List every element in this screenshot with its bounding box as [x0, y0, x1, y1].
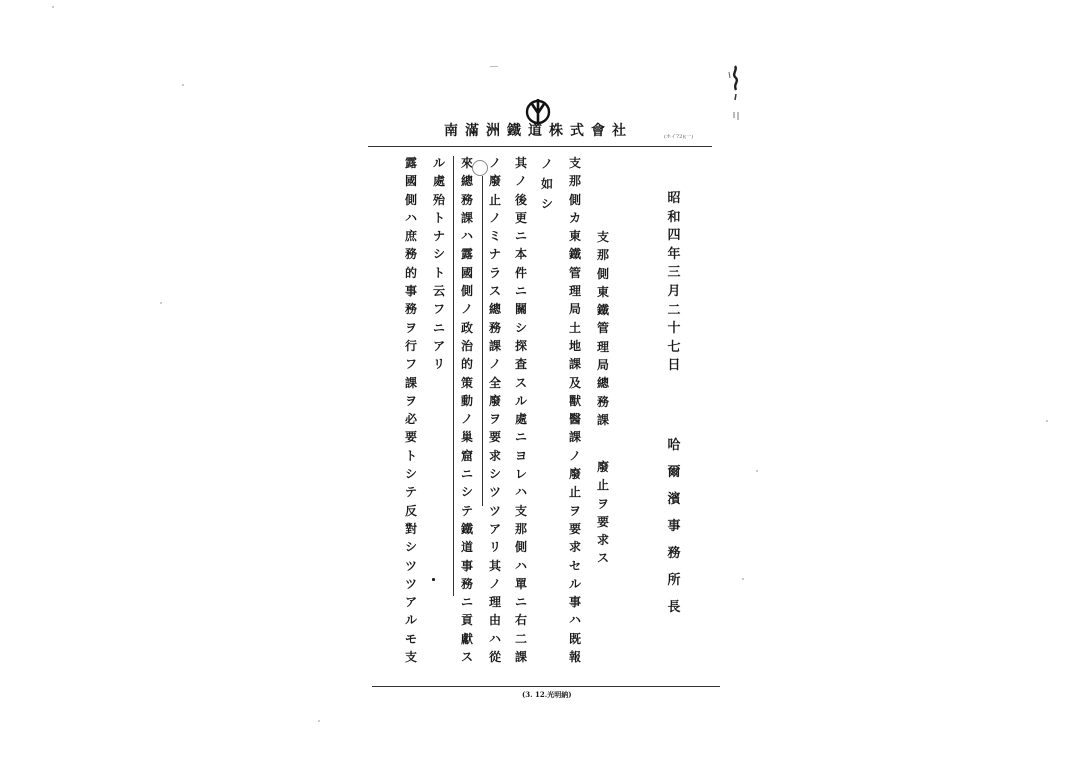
pencil-mark-icon — [727, 64, 743, 134]
printer-note: (3. 12.光明納) — [522, 690, 572, 699]
ink-dot — [432, 578, 435, 581]
subject-column: 支那側東鐵管理局總務課 — [596, 230, 609, 427]
body-line: ノ如シ — [540, 157, 553, 211]
received-stamp-icon — [472, 160, 488, 176]
body-line: 來總務課ハ露國側ノ政治的策動ノ巢窟ニシテ鐵道事務ニ貢獻ス — [460, 156, 473, 665]
paper-speck — [160, 302, 162, 304]
date-column: 昭和四年三月二十七日 — [667, 191, 681, 374]
marking-line — [482, 176, 483, 506]
body-line: 支那側カ東鐵管理局土地課及獸醫課ノ廢止ヲ要求セル事ハ既報 — [568, 156, 581, 665]
marking-line — [453, 156, 454, 596]
paper-speck — [182, 84, 184, 86]
body-line: ル處殆トナシト云フニアリ — [432, 156, 445, 372]
footer-rule — [372, 686, 720, 687]
paper-speck — [52, 6, 54, 8]
paper-speck — [490, 66, 498, 67]
paper-speck — [756, 470, 758, 472]
body-line: 露國側ハ庶務的事務ヲ行フ課ヲ必要トシテ反對シツツアルモ支 — [404, 156, 417, 665]
body-line: 其ノ後更ニ本件ニ關シ探査スル處ニヨレハ支那側ハ單ニ右二課 — [514, 156, 527, 665]
form-code: (ホイ72)(一) — [664, 134, 694, 140]
company-name: 南滿洲鐵道株式會社 — [444, 123, 633, 139]
paper-speck — [742, 578, 744, 580]
paper-speck — [1046, 420, 1048, 422]
body-line: ノ廢止ノミナラス總務課ノ全廢ヲ要求シツツアリ其ノ理由ハ從 — [488, 156, 501, 665]
subject-column: 廢止ヲ要求ス — [596, 460, 609, 566]
sender-column: 哈爾濱事務所長 — [667, 438, 681, 615]
letterhead-rule — [368, 146, 712, 147]
paper-speck — [318, 720, 320, 722]
